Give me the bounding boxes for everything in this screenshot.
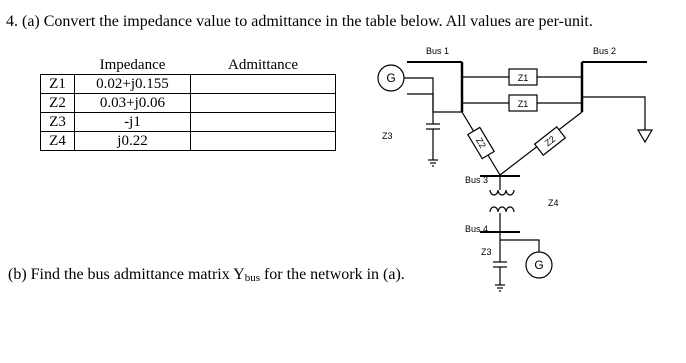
- gen4-connection: [500, 240, 539, 252]
- bus2-load-arrow: [638, 130, 652, 142]
- z2-label-left: Z2: [474, 135, 488, 151]
- bus2-label: Bus 2: [593, 46, 617, 56]
- z4-primary-coil: [490, 190, 514, 195]
- gen1-label: G: [386, 71, 396, 85]
- table-header-impedance: Impedance: [75, 56, 191, 75]
- z2-label-right: Z2: [542, 133, 558, 149]
- z3-bus4-label: Z3: [481, 247, 492, 257]
- row-impedance-z3: -j1: [75, 113, 191, 132]
- table-header-admittance: Admittance: [191, 56, 336, 75]
- part-b-prefix: (b) Find the bus admittance matrix Y: [8, 266, 245, 283]
- part-b-subscript: bus: [244, 272, 260, 284]
- z3-bus1-label: Z3: [382, 131, 393, 141]
- bus3-label: Bus 3: [465, 175, 489, 185]
- row-impedance-z1: 0.02+j0.155: [75, 75, 191, 94]
- z3-bus1-lead: [407, 94, 433, 104]
- row-name-z3: Z3: [41, 113, 75, 132]
- z2-box-right-group: [535, 127, 566, 155]
- z1-label-top: Z1: [517, 73, 529, 83]
- z4-label: Z4: [548, 198, 559, 208]
- row-name-z1: Z1: [41, 75, 75, 94]
- part-b-suffix: for the network in (a).: [259, 266, 405, 283]
- row-name-z2: Z2: [41, 94, 75, 113]
- z2-box-left-group: [468, 127, 494, 158]
- bus4-label: Bus 4: [465, 224, 489, 234]
- bus2-load-wire: [582, 97, 645, 130]
- z4-secondary-coil: [490, 207, 514, 212]
- row-name-z4: Z4: [41, 132, 75, 151]
- bus1-label: Bus 1: [426, 46, 450, 56]
- row-impedance-z2: 0.03+j0.06: [75, 94, 191, 113]
- gen4-label: G: [534, 258, 544, 272]
- question-part-a: 4. (a) Convert the impedance value to admittance in the table below. All values are per-unit.: [6, 13, 593, 30]
- question-part-b: [8, 266, 405, 284]
- z1-label-bottom: Z1: [517, 99, 529, 109]
- row-impedance-z4: j0.22: [75, 132, 191, 151]
